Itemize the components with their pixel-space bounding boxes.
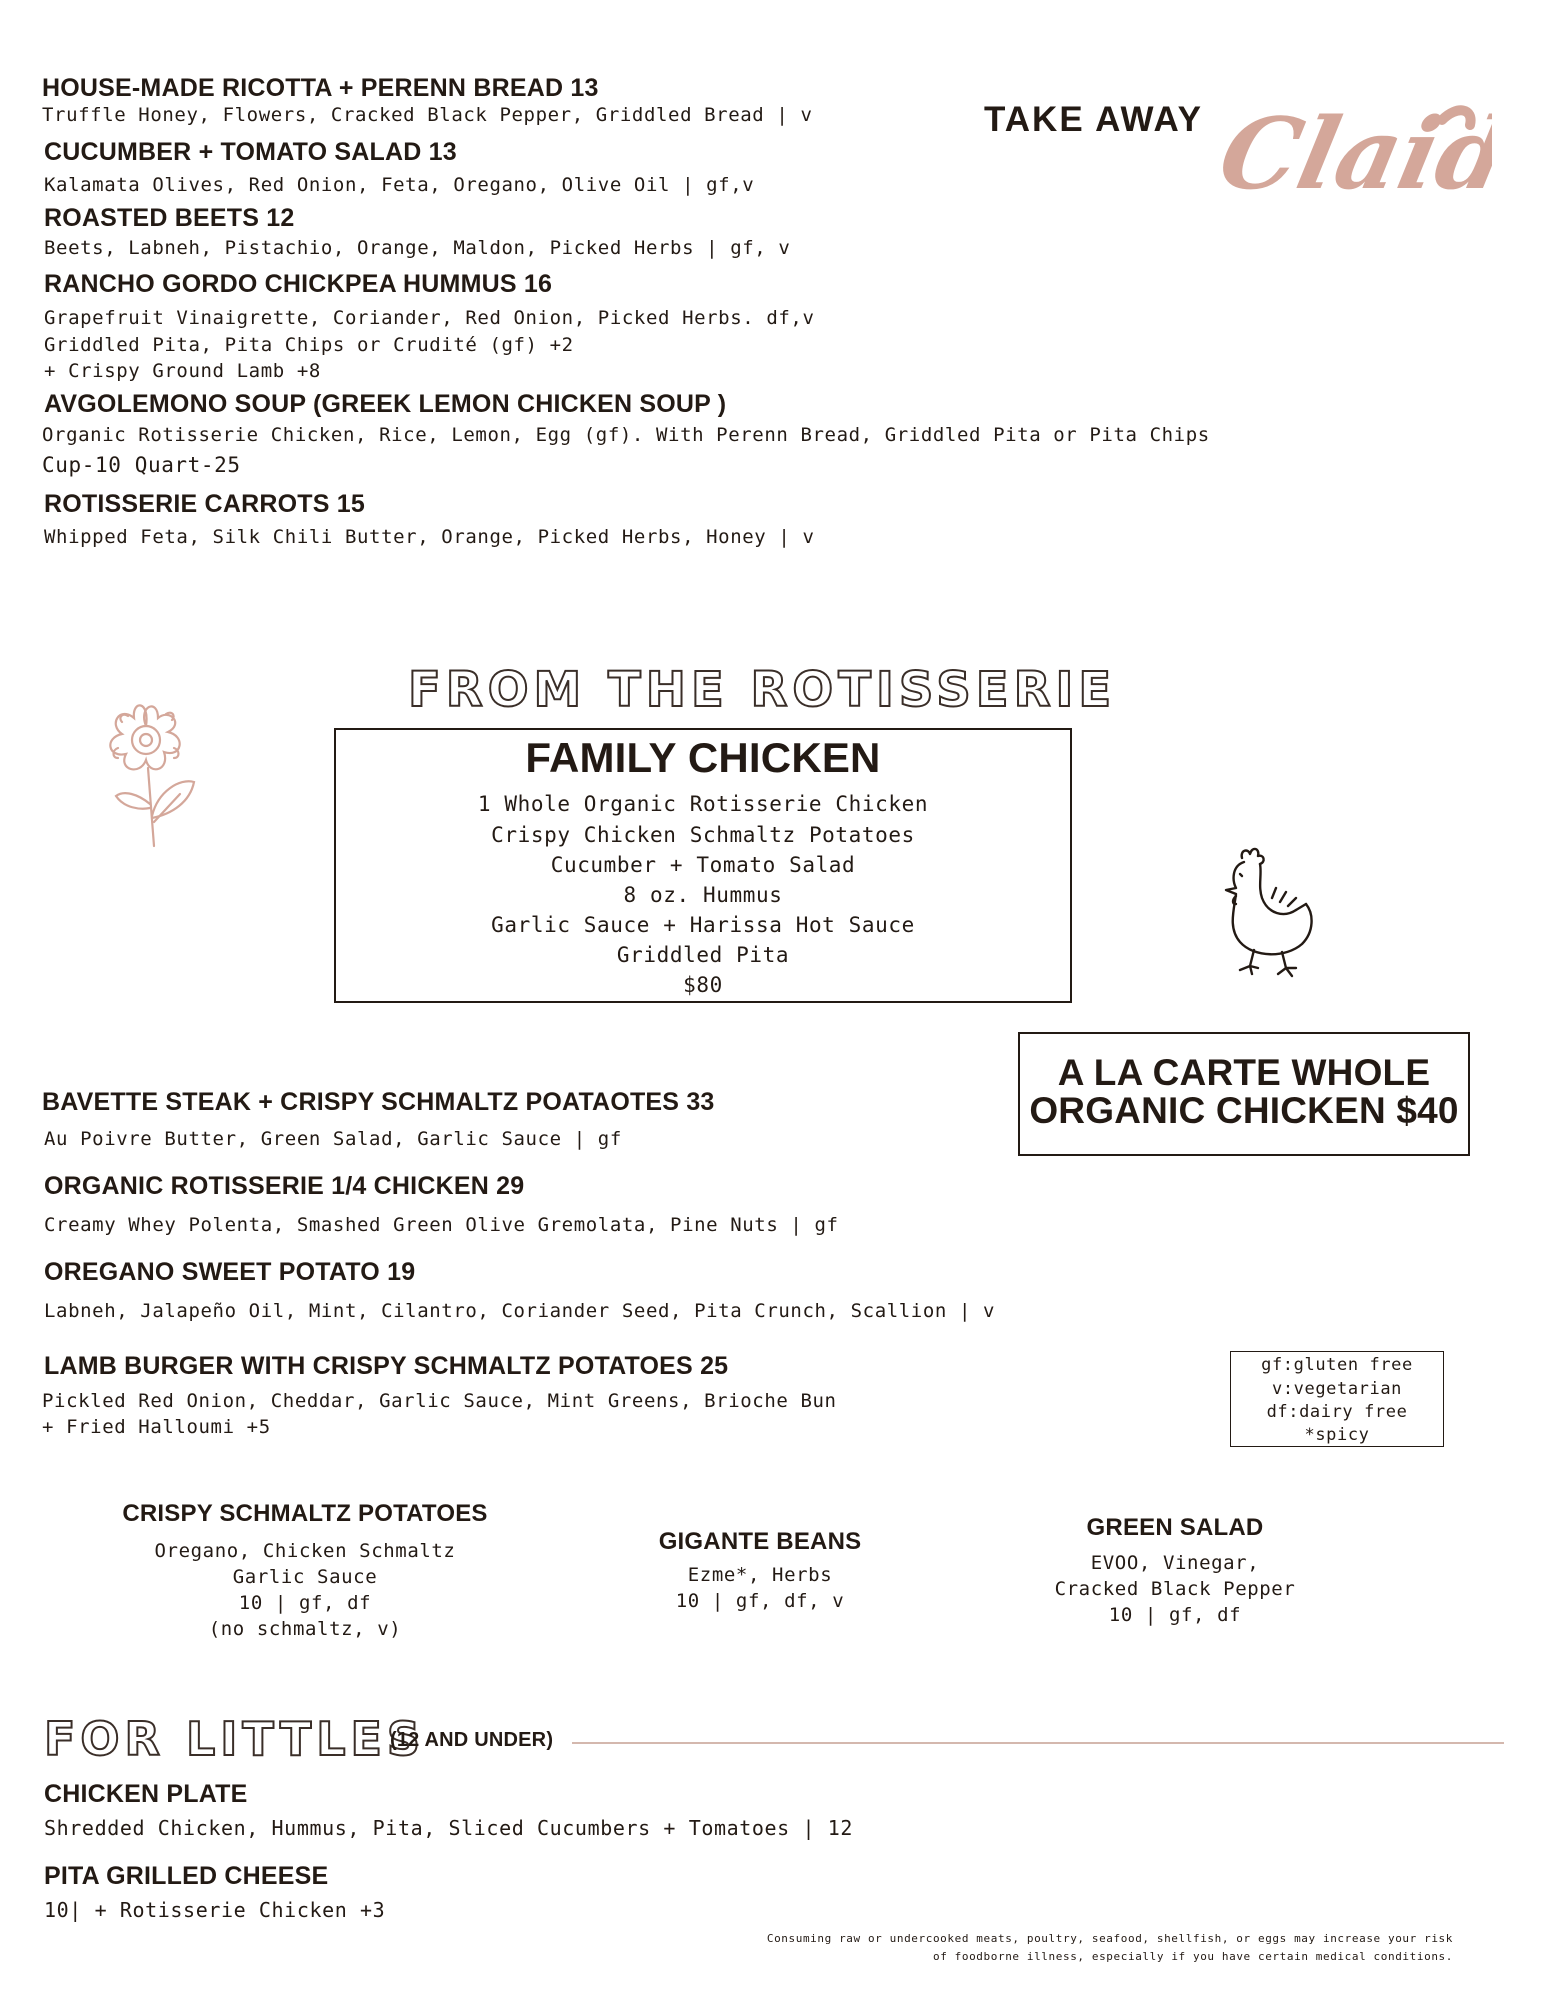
starter-desc: + Crispy Ground Lamb +8 — [44, 360, 321, 382]
littles-title: FOR LITTLES — [44, 1712, 426, 1766]
side-name: CRISPY SCHMALTZ POTATOES — [122, 1500, 488, 1527]
littles-item-name: PITA GRILLED CHEESE — [44, 1862, 329, 1890]
littles-item-desc: Shredded Chicken, Hummus, Pita, Sliced Cucumbers + Tomatoes | 12 — [44, 1816, 854, 1840]
disclaimer-line: Consuming raw or undercooked meats, poultry, seafood, shellfish, or eggs may increase your risk — [766, 1932, 1453, 1945]
littles-item-name: CHICKEN PLATE — [44, 1780, 248, 1808]
starter-name: ROASTED BEETS 12 — [44, 204, 295, 232]
starter-desc: Whipped Feta, Silk Chili Butter, Orange, Picked Herbs, Honey | v — [44, 526, 815, 548]
main-name: ORGANIC ROTISSERIE 1/4 CHICKEN 29 — [44, 1172, 525, 1200]
side-desc: Ezme*, Herbs — [687, 1564, 833, 1586]
littles-divider — [572, 1742, 1504, 1744]
legend-line: v:vegetarian — [1271, 1379, 1403, 1399]
family-chicken-title: FAMILY CHICKEN — [525, 734, 881, 781]
take-away-label: TAKE AWAY — [984, 100, 1203, 139]
flower-icon — [88, 686, 218, 851]
side-desc: (no schmaltz, v) — [208, 1618, 402, 1640]
starter-name: HOUSE-MADE RICOTTA + PERENN BREAD 13 — [42, 74, 599, 102]
main-desc: Creamy Whey Polenta, Smashed Green Olive Gremolata, Pine Nuts | gf — [44, 1214, 839, 1236]
logo-script-text: Claid — [1212, 97, 1492, 210]
main-name: BAVETTE STEAK + CRISPY SCHMALTZ POATAOTES 33 — [42, 1088, 715, 1116]
claid-logo-mark — [1212, 80, 1492, 210]
main-name: OREGANO SWEET POTATO 19 — [44, 1258, 416, 1286]
side-desc: Cracked Black Pepper — [1054, 1578, 1296, 1600]
family-chicken-line: Crispy Chicken Schmaltz Potatoes — [491, 823, 915, 847]
family-chicken-price: $80 — [683, 973, 723, 997]
littles-item-desc: 10| + Rotisserie Chicken +3 — [44, 1898, 386, 1922]
legend-line: gf:gluten free — [1261, 1355, 1413, 1375]
side-item — [1020, 1514, 1330, 1626]
a-la-carte-box — [1018, 1032, 1470, 1156]
starter-desc: Grapefruit Vinaigrette, Coriander, Red Onion, Picked Herbs. df,v — [44, 307, 815, 329]
claid-logo — [1212, 80, 1492, 210]
main-desc: Au Poivre Butter, Green Salad, Garlic Sauce | gf — [44, 1128, 622, 1150]
starter-name: ROTISSERIE CARROTS 15 — [44, 490, 365, 518]
chicken-illustration — [1210, 840, 1335, 990]
flower-illustration — [88, 686, 218, 851]
starter-desc: Organic Rotisserie Chicken, Rice, Lemon, Egg (gf). With Perenn Bread, Griddled Pita or Pita Chips — [42, 424, 1210, 446]
side-name: GIGANTE BEANS — [658, 1528, 862, 1555]
dietary-legend — [1230, 1351, 1444, 1447]
side-item — [100, 1500, 510, 1640]
starter-desc: Beets, Labneh, Pistachio, Orange, Maldon, Picked Herbs | gf, v — [44, 237, 791, 259]
main-desc: Pickled Red Onion, Cheddar, Garlic Sauce, Mint Greens, Brioche Bun — [42, 1390, 837, 1412]
family-chicken-line: 1 Whole Organic Rotisserie Chicken — [477, 792, 929, 816]
a-la-carte-line: ORGANIC CHICKEN $40 — [1029, 1090, 1459, 1131]
littles-subtitle: (12 AND UNDER) — [390, 1729, 554, 1751]
side-name: GREEN SALAD — [1086, 1514, 1264, 1541]
rotisserie-section-title: FROM THE ROTISSERIE — [408, 662, 1117, 718]
main-desc: Labneh, Jalapeño Oil, Mint, Cilantro, Coriander Seed, Pita Crunch, Scallion | v — [44, 1300, 996, 1322]
side-desc: Oregano, Chicken Schmaltz — [154, 1540, 456, 1562]
starter-name: CUCUMBER + TOMATO SALAD 13 — [44, 138, 457, 166]
a-la-carte-line: A LA CARTE WHOLE — [1057, 1052, 1431, 1093]
side-desc: EVOO, Vinegar, — [1090, 1552, 1260, 1574]
side-desc: 10 | gf, df — [1108, 1604, 1242, 1626]
main-name: LAMB BURGER WITH CRISPY SCHMALTZ POTATOES 25 — [44, 1352, 729, 1380]
side-desc: 10 | gf, df, v — [675, 1590, 845, 1612]
main-desc: + Fried Halloumi +5 — [42, 1416, 271, 1438]
legend-line: *spicy — [1304, 1425, 1370, 1445]
side-desc: 10 | gf, df — [238, 1592, 372, 1614]
side-desc: Garlic Sauce — [232, 1566, 378, 1588]
starter-name: AVGOLEMONO SOUP (GREEK LEMON CHICKEN SOUP ) — [44, 390, 727, 418]
family-chicken-line: Cucumber + Tomato Salad — [550, 853, 856, 877]
disclaimer-line: of foodborne illness, especially if you have certain medical conditions. — [932, 1950, 1453, 1963]
starter-desc: Truffle Honey, Flowers, Cracked Black Pepper, Griddled Bread | v — [42, 104, 813, 126]
starter-desc: Griddled Pita, Pita Chips or Crudité (gf) +2 — [44, 334, 574, 356]
starter-name: RANCHO GORDO CHICKPEA HUMMUS 16 — [44, 270, 553, 298]
family-chicken-line: Griddled Pita — [616, 943, 790, 967]
legend-line: df:dairy free — [1266, 1402, 1408, 1422]
starter-desc: Cup-10 Quart-25 — [42, 453, 241, 477]
family-chicken-box — [334, 728, 1072, 1003]
starter-desc: Kalamata Olives, Red Onion, Feta, Oregano, Olive Oil | gf,v — [44, 174, 755, 196]
side-item — [610, 1528, 910, 1612]
family-chicken-line: Garlic Sauce + Harissa Hot Sauce — [491, 913, 915, 937]
chicken-icon — [1210, 840, 1335, 990]
family-chicken-line: 8 oz. Hummus — [623, 883, 783, 907]
